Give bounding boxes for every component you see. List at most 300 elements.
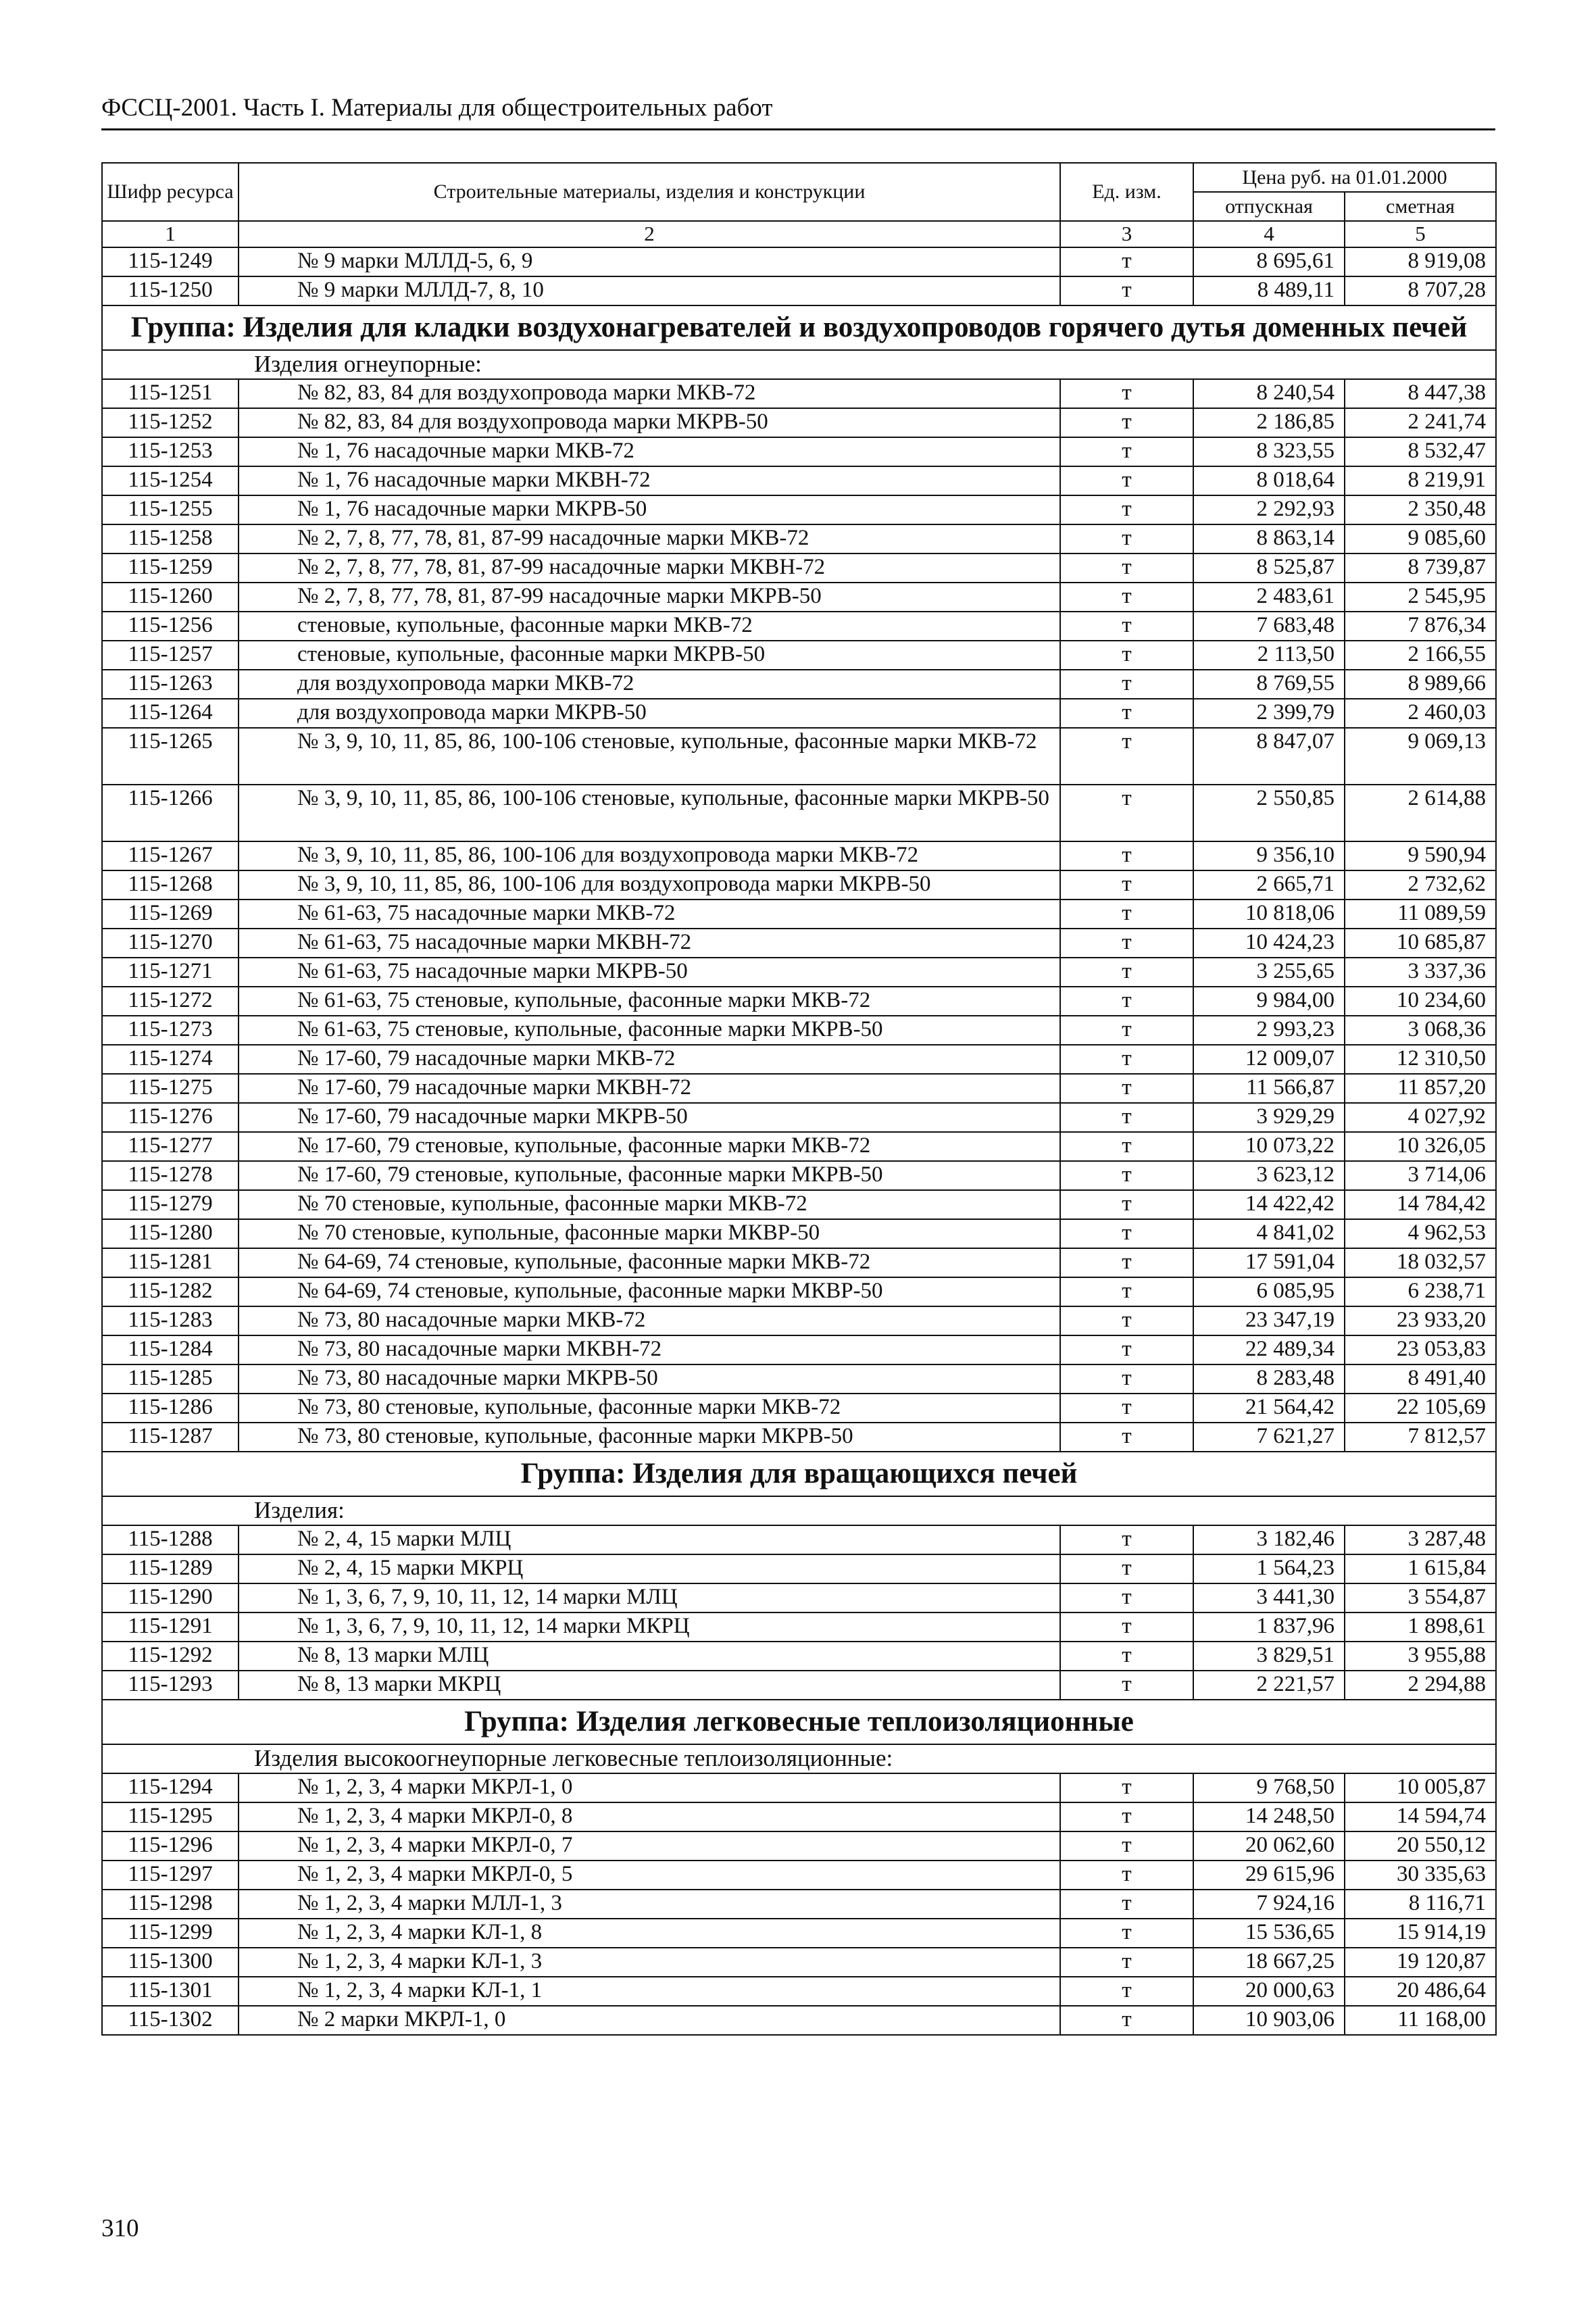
estimate-price: 2 350,48 <box>1345 495 1496 524</box>
material-name: № 70 стеновые, купольные, фасонные марки МКВ-72 <box>239 1190 1060 1219</box>
estimate-price: 6 238,71 <box>1345 1277 1496 1306</box>
table-row <box>102 987 1496 1016</box>
release-price: 10 073,22 <box>1193 1132 1345 1161</box>
material-name: стеновые, купольные, фасонные марки МКРВ-50 <box>239 641 1060 670</box>
material-name: № 1, 2, 3, 4 марки КЛ-1, 3 <box>239 1948 1060 1977</box>
material-name: № 8, 13 марки МКРЦ <box>239 1671 1060 1700</box>
table-row <box>102 1671 1496 1700</box>
material-name: для воздухопровода марки МКВ-72 <box>239 670 1060 699</box>
table-row <box>102 1613 1496 1642</box>
release-price: 3 929,29 <box>1193 1103 1345 1132</box>
release-price: 21 564,42 <box>1193 1394 1345 1423</box>
estimate-price: 4 962,53 <box>1345 1219 1496 1248</box>
unit-cell: т <box>1060 1248 1193 1277</box>
material-name: № 1, 3, 6, 7, 9, 10, 11, 12, 14 марки МКРЦ <box>239 1613 1060 1642</box>
subheader-row <box>102 1744 1496 1773</box>
release-price: 3 829,51 <box>1193 1642 1345 1671</box>
material-name: № 2, 7, 8, 77, 78, 81, 87-99 насадочные марки МКВ-72 <box>239 524 1060 553</box>
estimate-price: 14 594,74 <box>1345 1802 1496 1831</box>
table-row <box>102 641 1496 670</box>
table-row <box>102 1248 1496 1277</box>
unit-cell: т <box>1060 900 1193 929</box>
estimate-price: 2 545,95 <box>1345 583 1496 612</box>
release-price: 8 240,54 <box>1193 379 1345 408</box>
release-price: 7 683,48 <box>1193 612 1345 641</box>
release-price: 2 399,79 <box>1193 699 1345 728</box>
release-price: 22 489,34 <box>1193 1335 1345 1364</box>
unit-cell: т <box>1060 1583 1193 1613</box>
estimate-price: 3 287,48 <box>1345 1525 1496 1554</box>
material-name: № 1, 3, 6, 7, 9, 10, 11, 12, 14 марки МЛЦ <box>239 1583 1060 1613</box>
material-name: № 1, 76 насадочные марки МКВ-72 <box>239 437 1060 466</box>
price-table <box>101 162 1497 2036</box>
resource-code: 115-1265 <box>102 728 239 785</box>
unit-cell: т <box>1060 1190 1193 1219</box>
column-number: 1 <box>102 221 239 247</box>
material-name: № 1, 2, 3, 4 марки МКРЛ-0, 8 <box>239 1802 1060 1831</box>
resource-code: 115-1259 <box>102 553 239 583</box>
unit-cell: т <box>1060 1335 1193 1364</box>
resource-code: 115-1290 <box>102 1583 239 1613</box>
group-title: Группа: Изделия для вращающихся печей <box>102 1452 1496 1496</box>
estimate-price: 11 089,59 <box>1345 900 1496 929</box>
material-name: № 17-60, 79 насадочные марки МКРВ-50 <box>239 1103 1060 1132</box>
table-row <box>102 1394 1496 1423</box>
material-name: № 17-60, 79 стеновые, купольные, фасонные марки МКВ-72 <box>239 1132 1060 1161</box>
estimate-price: 23 933,20 <box>1345 1306 1496 1335</box>
resource-code: 115-1257 <box>102 641 239 670</box>
unit-cell: т <box>1060 728 1193 785</box>
table-row <box>102 1335 1496 1364</box>
release-price: 3 182,46 <box>1193 1525 1345 1554</box>
release-price: 4 841,02 <box>1193 1219 1345 1248</box>
material-name: № 61-63, 75 стеновые, купольные, фасонные марки МКРВ-50 <box>239 1016 1060 1045</box>
column-number: 5 <box>1345 221 1496 247</box>
unit-cell: т <box>1060 1890 1193 1919</box>
estimate-price: 19 120,87 <box>1345 1948 1496 1977</box>
estimate-price: 8 219,91 <box>1345 466 1496 495</box>
release-price: 15 536,65 <box>1193 1919 1345 1948</box>
table-row <box>102 379 1496 408</box>
material-name: № 1, 2, 3, 4 марки КЛ-1, 1 <box>239 1977 1060 2006</box>
header-price: Цена руб. на 01.01.2000 <box>1193 163 1496 192</box>
table-row <box>102 466 1496 495</box>
release-price: 8 283,48 <box>1193 1364 1345 1394</box>
estimate-price: 8 491,40 <box>1345 1364 1496 1394</box>
estimate-price: 12 310,50 <box>1345 1045 1496 1074</box>
estimate-price: 8 919,08 <box>1345 247 1496 276</box>
material-name: № 3, 9, 10, 11, 85, 86, 100-106 стеновые, купольные, фасонные марки МКРВ-50 <box>239 785 1060 841</box>
resource-code: 115-1294 <box>102 1773 239 1802</box>
header-unit: Ед. изм. <box>1060 163 1193 221</box>
table-row <box>102 1773 1496 1802</box>
resource-code: 115-1297 <box>102 1861 239 1890</box>
resource-code: 115-1264 <box>102 699 239 728</box>
unit-cell: т <box>1060 1802 1193 1831</box>
unit-cell: т <box>1060 1394 1193 1423</box>
resource-code: 115-1276 <box>102 1103 239 1132</box>
material-name: № 2, 4, 15 марки МЛЦ <box>239 1525 1060 1554</box>
table-row <box>102 958 1496 987</box>
estimate-price: 2 241,74 <box>1345 408 1496 437</box>
resource-code: 115-1295 <box>102 1802 239 1831</box>
material-name: № 17-60, 79 насадочные марки МКВ-72 <box>239 1045 1060 1074</box>
page-header-title: ФССЦ-2001. Часть I. Материалы для общестроительных работ <box>101 94 773 122</box>
table-body <box>102 247 1496 2035</box>
resource-code: 115-1288 <box>102 1525 239 1554</box>
column-number: 4 <box>1193 221 1345 247</box>
table-row <box>102 1554 1496 1583</box>
unit-cell: т <box>1060 1161 1193 1190</box>
unit-cell: т <box>1060 1132 1193 1161</box>
group-row <box>102 1700 1496 1744</box>
resource-code: 115-1250 <box>102 276 239 305</box>
estimate-price: 2 614,88 <box>1345 785 1496 841</box>
header-estimate: сметная <box>1345 192 1496 221</box>
table-row <box>102 870 1496 900</box>
unit-cell: т <box>1060 1831 1193 1861</box>
estimate-price: 3 337,36 <box>1345 958 1496 987</box>
unit-cell: т <box>1060 408 1193 437</box>
table-row <box>102 1919 1496 1948</box>
release-price: 2 665,71 <box>1193 870 1345 900</box>
material-name: стеновые, купольные, фасонные марки МКВ-72 <box>239 612 1060 641</box>
resource-code: 115-1256 <box>102 612 239 641</box>
unit-cell: т <box>1060 1423 1193 1452</box>
material-name: № 82, 83, 84 для воздухопровода марки МКРВ-50 <box>239 408 1060 437</box>
unit-cell: т <box>1060 1613 1193 1642</box>
resource-code: 115-1251 <box>102 379 239 408</box>
release-price: 2 483,61 <box>1193 583 1345 612</box>
header-name: Строительные материалы, изделия и конструкции <box>239 163 1060 221</box>
unit-cell: т <box>1060 1219 1193 1248</box>
release-price: 11 566,87 <box>1193 1074 1345 1103</box>
material-name: № 61-63, 75 стеновые, купольные, фасонные марки МКВ-72 <box>239 987 1060 1016</box>
release-price: 8 018,64 <box>1193 466 1345 495</box>
material-name: № 2, 4, 15 марки МКРЦ <box>239 1554 1060 1583</box>
release-price: 8 847,07 <box>1193 728 1345 785</box>
material-name: № 64-69, 74 стеновые, купольные, фасонные марки МКВ-72 <box>239 1248 1060 1277</box>
release-price: 7 621,27 <box>1193 1423 1345 1452</box>
resource-code: 115-1289 <box>102 1554 239 1583</box>
unit-cell: т <box>1060 1642 1193 1671</box>
table-row <box>102 1190 1496 1219</box>
release-price: 2 186,85 <box>1193 408 1345 437</box>
estimate-price: 14 784,42 <box>1345 1190 1496 1219</box>
estimate-price: 10 326,05 <box>1345 1132 1496 1161</box>
material-name: № 2, 7, 8, 77, 78, 81, 87-99 насадочные марки МКРВ-50 <box>239 583 1060 612</box>
unit-cell: т <box>1060 1045 1193 1074</box>
material-name: № 73, 80 стеновые, купольные, фасонные марки МКВ-72 <box>239 1394 1060 1423</box>
estimate-price: 2 460,03 <box>1345 699 1496 728</box>
estimate-price: 10 685,87 <box>1345 929 1496 958</box>
estimate-price: 8 532,47 <box>1345 437 1496 466</box>
material-name: № 3, 9, 10, 11, 85, 86, 100-106 для воздухопровода марки МКВ-72 <box>239 841 1060 870</box>
material-name: № 61-63, 75 насадочные марки МКВН-72 <box>239 929 1060 958</box>
release-price: 10 903,06 <box>1193 2006 1345 2035</box>
unit-cell: т <box>1060 670 1193 699</box>
estimate-price: 22 105,69 <box>1345 1394 1496 1423</box>
unit-cell: т <box>1060 1919 1193 1948</box>
resource-code: 115-1300 <box>102 1948 239 1977</box>
unit-cell: т <box>1060 641 1193 670</box>
table-row <box>102 1045 1496 1074</box>
table-row <box>102 841 1496 870</box>
resource-code: 115-1277 <box>102 1132 239 1161</box>
estimate-price: 1 898,61 <box>1345 1613 1496 1642</box>
table-row <box>102 785 1496 841</box>
estimate-price: 7 812,57 <box>1345 1423 1496 1452</box>
estimate-price: 4 027,92 <box>1345 1103 1496 1132</box>
subheader-label: Изделия высокоогнеупорные легковесные теплоизоляционные: <box>102 1744 1496 1773</box>
release-price: 2 550,85 <box>1193 785 1345 841</box>
table-row <box>102 495 1496 524</box>
release-price: 20 062,60 <box>1193 1831 1345 1861</box>
material-name: № 73, 80 насадочные марки МКВ-72 <box>239 1306 1060 1335</box>
material-name: № 1, 76 насадочные марки МКВН-72 <box>239 466 1060 495</box>
table-row <box>102 583 1496 612</box>
unit-cell: т <box>1060 583 1193 612</box>
estimate-price: 8 116,71 <box>1345 1890 1496 1919</box>
unit-cell: т <box>1060 1277 1193 1306</box>
resource-code: 115-1267 <box>102 841 239 870</box>
group-title: Группа: Изделия легковесные теплоизоляционные <box>102 1700 1496 1744</box>
table-row <box>102 1074 1496 1103</box>
unit-cell: т <box>1060 612 1193 641</box>
unit-cell: т <box>1060 379 1193 408</box>
table-row <box>102 929 1496 958</box>
subheader-row <box>102 1496 1496 1525</box>
unit-cell: т <box>1060 2006 1193 2035</box>
material-name: № 1, 2, 3, 4 марки МКРЛ-1, 0 <box>239 1773 1060 1802</box>
resource-code: 115-1298 <box>102 1890 239 1919</box>
estimate-price: 9 590,94 <box>1345 841 1496 870</box>
resource-code: 115-1255 <box>102 495 239 524</box>
resource-code: 115-1279 <box>102 1190 239 1219</box>
resource-code: 115-1270 <box>102 929 239 958</box>
table-row <box>102 900 1496 929</box>
estimate-price: 2 166,55 <box>1345 641 1496 670</box>
estimate-price: 3 068,36 <box>1345 1016 1496 1045</box>
group-row <box>102 1452 1496 1496</box>
resource-code: 115-1269 <box>102 900 239 929</box>
unit-cell: т <box>1060 495 1193 524</box>
table-row <box>102 1642 1496 1671</box>
material-name: для воздухопровода марки МКРВ-50 <box>239 699 1060 728</box>
resource-code: 115-1274 <box>102 1045 239 1074</box>
resource-code: 115-1282 <box>102 1277 239 1306</box>
table-row <box>102 670 1496 699</box>
release-price: 2 221,57 <box>1193 1671 1345 1700</box>
release-price: 12 009,07 <box>1193 1045 1345 1074</box>
estimate-price: 20 550,12 <box>1345 1831 1496 1861</box>
material-name: № 3, 9, 10, 11, 85, 86, 100-106 для воздухопровода марки МКРВ-50 <box>239 870 1060 900</box>
table-row <box>102 247 1496 276</box>
resource-code: 115-1292 <box>102 1642 239 1671</box>
table-row <box>102 1132 1496 1161</box>
estimate-price: 8 447,38 <box>1345 379 1496 408</box>
table-row <box>102 276 1496 305</box>
unit-cell: т <box>1060 247 1193 276</box>
table-row <box>102 1103 1496 1132</box>
estimate-price: 10 234,60 <box>1345 987 1496 1016</box>
unit-cell: т <box>1060 1948 1193 1977</box>
release-price: 14 422,42 <box>1193 1190 1345 1219</box>
material-name: № 8, 13 марки МЛЦ <box>239 1642 1060 1671</box>
resource-code: 115-1293 <box>102 1671 239 1700</box>
resource-code: 115-1278 <box>102 1161 239 1190</box>
resource-code: 115-1254 <box>102 466 239 495</box>
unit-cell: т <box>1060 1554 1193 1583</box>
subheader-label: Изделия: <box>102 1496 1496 1525</box>
subheader-row <box>102 350 1496 379</box>
unit-cell: т <box>1060 1016 1193 1045</box>
table-row <box>102 1219 1496 1248</box>
release-price: 2 993,23 <box>1193 1016 1345 1045</box>
column-number: 2 <box>239 221 1060 247</box>
material-name: № 1, 2, 3, 4 марки МКРЛ-0, 5 <box>239 1861 1060 1890</box>
estimate-price: 3 955,88 <box>1345 1642 1496 1671</box>
estimate-price: 11 168,00 <box>1345 2006 1496 2035</box>
unit-cell: т <box>1060 958 1193 987</box>
material-name: № 82, 83, 84 для воздухопровода марки МКВ-72 <box>239 379 1060 408</box>
estimate-price: 3 714,06 <box>1345 1161 1496 1190</box>
unit-cell: т <box>1060 1671 1193 1700</box>
header-release: отпускная <box>1193 192 1345 221</box>
material-name: № 61-63, 75 насадочные марки МКВ-72 <box>239 900 1060 929</box>
resource-code: 115-1266 <box>102 785 239 841</box>
release-price: 3 441,30 <box>1193 1583 1345 1613</box>
material-name: № 2, 7, 8, 77, 78, 81, 87-99 насадочные марки МКВН-72 <box>239 553 1060 583</box>
table-row <box>102 1364 1496 1394</box>
material-name: № 1, 2, 3, 4 марки МКРЛ-0, 7 <box>239 1831 1060 1861</box>
table-row <box>102 699 1496 728</box>
resource-code: 115-1252 <box>102 408 239 437</box>
material-name: № 64-69, 74 стеновые, купольные, фасонные марки МКВР-50 <box>239 1277 1060 1306</box>
estimate-price: 7 876,34 <box>1345 612 1496 641</box>
unit-cell: т <box>1060 1364 1193 1394</box>
release-price: 8 863,14 <box>1193 524 1345 553</box>
table-row <box>102 524 1496 553</box>
subheader-label: Изделия огнеупорные: <box>102 350 1496 379</box>
release-price: 17 591,04 <box>1193 1248 1345 1277</box>
resource-code: 115-1291 <box>102 1613 239 1642</box>
table-row <box>102 1831 1496 1861</box>
estimate-price: 2 732,62 <box>1345 870 1496 900</box>
resource-code: 115-1263 <box>102 670 239 699</box>
unit-cell: т <box>1060 1074 1193 1103</box>
table-row <box>102 1948 1496 1977</box>
release-price: 7 924,16 <box>1193 1890 1345 1919</box>
unit-cell: т <box>1060 466 1193 495</box>
estimate-price: 18 032,57 <box>1345 1248 1496 1277</box>
release-price: 1 837,96 <box>1193 1613 1345 1642</box>
table-row <box>102 612 1496 641</box>
material-name: № 1, 76 насадочные марки МКРВ-50 <box>239 495 1060 524</box>
header-rule <box>101 128 1495 130</box>
resource-code: 115-1286 <box>102 1394 239 1423</box>
resource-code: 115-1287 <box>102 1423 239 1452</box>
material-name: № 17-60, 79 насадочные марки МКВН-72 <box>239 1074 1060 1103</box>
table-row <box>102 2006 1496 2035</box>
release-price: 9 768,50 <box>1193 1773 1345 1802</box>
table-row <box>102 1277 1496 1306</box>
material-name: № 3, 9, 10, 11, 85, 86, 100-106 стеновые, купольные, фасонные марки МКВ-72 <box>239 728 1060 785</box>
estimate-price: 3 554,87 <box>1345 1583 1496 1613</box>
resource-code: 115-1299 <box>102 1919 239 1948</box>
unit-cell: т <box>1060 1977 1193 2006</box>
release-price: 8 695,61 <box>1193 247 1345 276</box>
estimate-price: 8 739,87 <box>1345 553 1496 583</box>
unit-cell: т <box>1060 929 1193 958</box>
unit-cell: т <box>1060 785 1193 841</box>
estimate-price: 20 486,64 <box>1345 1977 1496 2006</box>
table-row <box>102 1161 1496 1190</box>
table-row <box>102 728 1496 785</box>
unit-cell: т <box>1060 987 1193 1016</box>
column-number: 3 <box>1060 221 1193 247</box>
material-name: № 70 стеновые, купольные, фасонные марки МКВР-50 <box>239 1219 1060 1248</box>
estimate-price: 8 707,28 <box>1345 276 1496 305</box>
resource-code: 115-1301 <box>102 1977 239 2006</box>
release-price: 14 248,50 <box>1193 1802 1345 1831</box>
estimate-price: 8 989,66 <box>1345 670 1496 699</box>
material-name: № 73, 80 насадочные марки МКВН-72 <box>239 1335 1060 1364</box>
group-row <box>102 305 1496 350</box>
material-name: № 17-60, 79 стеновые, купольные, фасонные марки МКРВ-50 <box>239 1161 1060 1190</box>
release-price: 2 113,50 <box>1193 641 1345 670</box>
resource-code: 115-1249 <box>102 247 239 276</box>
release-price: 2 292,93 <box>1193 495 1345 524</box>
resource-code: 115-1273 <box>102 1016 239 1045</box>
release-price: 9 356,10 <box>1193 841 1345 870</box>
table-row <box>102 553 1496 583</box>
material-name: № 9 марки МЛЛД-7, 8, 10 <box>239 276 1060 305</box>
resource-code: 115-1281 <box>102 1248 239 1277</box>
page-number: 310 <box>101 2215 139 2242</box>
release-price: 29 615,96 <box>1193 1861 1345 1890</box>
table-row <box>102 1016 1496 1045</box>
resource-code: 115-1283 <box>102 1306 239 1335</box>
release-price: 8 769,55 <box>1193 670 1345 699</box>
release-price: 8 323,55 <box>1193 437 1345 466</box>
resource-code: 115-1260 <box>102 583 239 612</box>
resource-code: 115-1271 <box>102 958 239 987</box>
release-price: 8 525,87 <box>1193 553 1345 583</box>
estimate-price: 30 335,63 <box>1345 1861 1496 1890</box>
unit-cell: т <box>1060 1861 1193 1890</box>
release-price: 23 347,19 <box>1193 1306 1345 1335</box>
release-price: 1 564,23 <box>1193 1554 1345 1583</box>
estimate-price: 9 085,60 <box>1345 524 1496 553</box>
release-price: 10 818,06 <box>1193 900 1345 929</box>
resource-code: 115-1268 <box>102 870 239 900</box>
unit-cell: т <box>1060 699 1193 728</box>
table-row <box>102 408 1496 437</box>
resource-code: 115-1280 <box>102 1219 239 1248</box>
table-row <box>102 1861 1496 1890</box>
unit-cell: т <box>1060 870 1193 900</box>
material-name: № 73, 80 стеновые, купольные, фасонные марки МКРВ-50 <box>239 1423 1060 1452</box>
resource-code: 115-1285 <box>102 1364 239 1394</box>
table-row <box>102 1525 1496 1554</box>
table-row <box>102 1977 1496 2006</box>
material-name: № 73, 80 насадочные марки МКРВ-50 <box>239 1364 1060 1394</box>
unit-cell: т <box>1060 1525 1193 1554</box>
resource-code: 115-1272 <box>102 987 239 1016</box>
estimate-price: 10 005,87 <box>1345 1773 1496 1802</box>
release-price: 18 667,25 <box>1193 1948 1345 1977</box>
